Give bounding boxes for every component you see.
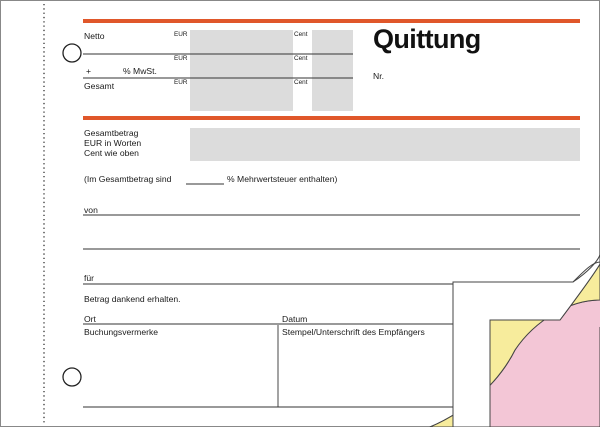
vat-note-start: (Im Gesamtbetrag sind <box>84 174 172 184</box>
total-label-line1: Gesamtbetrag <box>84 128 139 138</box>
eur-label-gesamt: EUR <box>174 79 188 86</box>
signature-label: Stempel/Unterschrift des Empfängers <box>282 327 425 337</box>
cent-amount-box[interactable] <box>312 30 353 111</box>
middle-orange-bar <box>83 116 580 120</box>
cent-label-vat: Cent <box>294 55 308 62</box>
booking-label: Buchungsvermerke <box>84 327 159 337</box>
for-label: für <box>84 273 95 283</box>
plus-sign: + <box>86 66 92 76</box>
netto-label: Netto <box>84 31 105 41</box>
cent-label-gesamt: Cent <box>294 79 308 86</box>
place-label: Ort <box>84 314 96 324</box>
from-label: von <box>84 205 98 215</box>
total-label-line3: Cent wie oben <box>84 148 139 158</box>
eur-amount-box[interactable] <box>190 30 293 111</box>
amount-in-words-box[interactable] <box>190 128 580 161</box>
punch-hole-bottom <box>63 368 81 386</box>
eur-label-netto: EUR <box>174 31 188 38</box>
vat-note-end: % Mehrwertsteuer enthalten) <box>227 174 338 184</box>
receipt-number-label: Nr. <box>373 71 384 81</box>
receipt-title: Quittung <box>373 24 481 54</box>
received-text: Betrag dankend erhalten. <box>84 294 181 304</box>
total-label-line2: EUR in Worten <box>84 138 142 148</box>
cent-label-netto: Cent <box>294 31 308 38</box>
top-orange-bar <box>83 19 580 23</box>
gesamt-label: Gesamt <box>84 81 115 91</box>
vat-label: % MwSt. <box>123 66 157 76</box>
punch-hole-top <box>63 44 81 62</box>
eur-label-vat: EUR <box>174 55 188 62</box>
date-label: Datum <box>282 314 308 324</box>
